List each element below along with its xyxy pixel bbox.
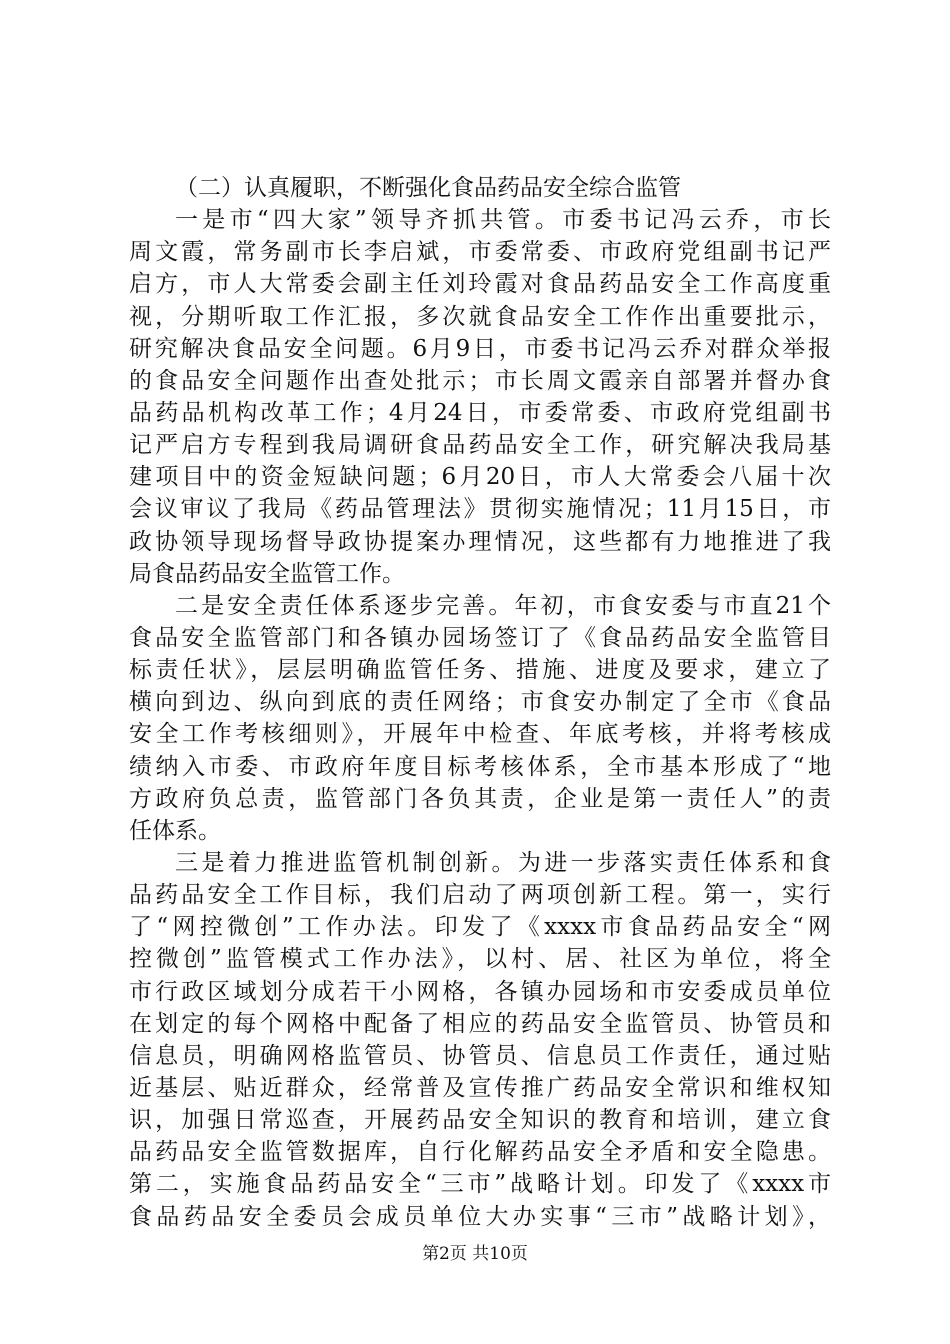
paragraph-line: 局食品药品安全监管工作。 xyxy=(129,560,405,587)
section-heading: （二）认真履职，不断强化食品药品安全综合监管 xyxy=(175,175,681,201)
paragraph-line: 识，加强日常巡查，开展药品安全知识的教育和培训，建立食 xyxy=(129,1107,831,1134)
paragraph-line: 在划定的每个网格中配备了相应的药品安全监管员、协管员和 xyxy=(129,1010,831,1037)
paragraph-line: 了“网控微创”工作办法。印发了《xxxx市食品药品安全“网 xyxy=(129,914,831,941)
paragraph-line: 任体系。 xyxy=(129,817,221,844)
paragraph-line: 市行政区域划分成若干小网格，各镇办园场和市安委成员单位 xyxy=(129,978,831,1005)
paragraph-line: 周文霞，常务副市长李启斌，市委常委、市政府党组副书记严 xyxy=(129,239,831,266)
paragraph-line: 品药品机构改革工作；4月24日，市委常委、市政府党组副书 xyxy=(129,399,831,426)
paragraph-line: 食品安全监管部门和各镇办园场签订了《食品药品安全监管目 xyxy=(129,624,831,651)
page-number-footer: 第2页 共10页 xyxy=(422,1244,528,1264)
paragraph-line: 三是着力推进监管机制创新。为进一步落实责任体系和食 xyxy=(175,849,831,876)
paragraph-line: 政协领导现场督导政协提案办理情况，这些都有力地推进了我 xyxy=(129,528,831,555)
paragraph-line: 食品药品安全委员会成员单位大办实事“三市”战略计划》， xyxy=(129,1203,831,1230)
paragraph-line: 控微创”监管模式工作办法》，以村、居、社区为单位，将全 xyxy=(129,946,831,973)
paragraph-line: 绩纳入市委、市政府年度目标考核体系，全市基本形成了“地 xyxy=(129,753,831,780)
paragraph-line: 安全工作考核细则》，开展年中检查、年底考核，并将考核成 xyxy=(129,721,831,748)
paragraph-line: 信息员，明确网格监管员、协管员、信息员工作责任，通过贴 xyxy=(129,1042,831,1069)
paragraph-line: 建项目中的资金短缺问题；6月20日，市人大常委会八届十次 xyxy=(129,464,831,491)
paragraph-line: 研究解决食品安全问题。6月9日，市委书记冯云乔对群众举报 xyxy=(129,335,831,362)
paragraph-line: 方政府负总责，监管部门各负其责，企业是第一责任人”的责 xyxy=(129,785,831,812)
document-body xyxy=(129,172,831,1233)
paragraph-line: 视，分期听取工作汇报，多次就食品安全工作作出重要批示， xyxy=(129,303,831,330)
paragraph-line: 品药品安全工作目标，我们启动了两项创新工程。第一，实行 xyxy=(129,882,831,909)
paragraph-line: 会议审议了我局《药品管理法》贯彻实施情况；11月15日，市 xyxy=(129,496,831,523)
paragraph-line: 第二，实施食品药品安全“三市”战略计划。印发了《xxxx市 xyxy=(129,1171,831,1198)
paragraph-line: 二是安全责任体系逐步完善。年初，市食安委与市直21个 xyxy=(175,592,831,619)
paragraph-line: 记严启方专程到我局调研食品药品安全工作，研究解决我局基 xyxy=(129,432,831,459)
paragraph-line: 品药品安全监管数据库，自行化解药品安全矛盾和安全隐患。 xyxy=(129,1139,831,1166)
paragraph-line: 近基层、贴近群众，经常普及宣传推广药品安全常识和维权知 xyxy=(129,1074,831,1101)
paragraph-line: 一是市“四大家”领导齐抓共管。市委书记冯云乔，市长 xyxy=(175,207,831,234)
paragraph-line: 启方，市人大常委会副主任刘玲霞对食品药品安全工作高度重 xyxy=(129,271,831,298)
paragraph-line: 的食品安全问题作出查处批示；市长周文霞亲自部署并督办食 xyxy=(129,367,831,394)
paragraph-line: 标责任状》，层层明确监管任务、措施、进度及要求，建立了 xyxy=(129,657,831,684)
paragraph-line: 横向到边、纵向到底的责任网络；市食安办制定了全市《食品 xyxy=(129,689,831,716)
